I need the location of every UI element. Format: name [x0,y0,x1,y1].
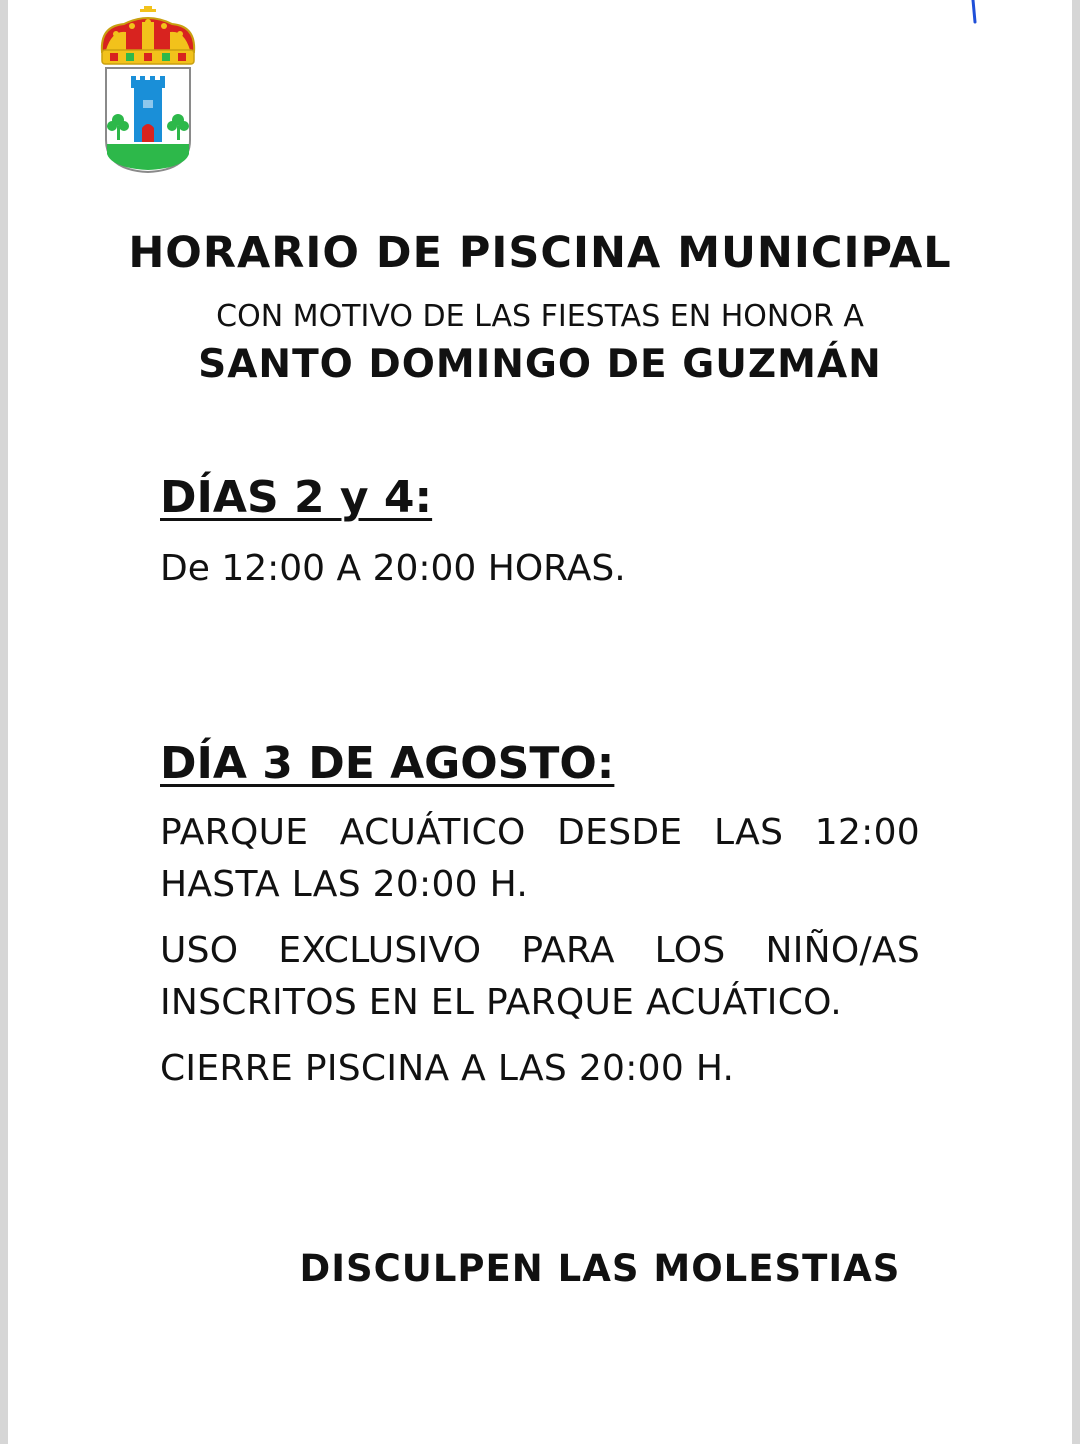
notice-title: HORARIO DE PISCINA MUNICIPAL [128,228,952,278]
coat-of-arms-icon [96,4,200,176]
section-days-2-4 [160,472,920,595]
section-day-3 [160,738,920,1095]
paragraph-water-park: PARQUE ACUÁTICO DESDE LAS 12:00 HASTA LAS 20:00 H. [160,812,920,905]
document-page [8,0,1072,1444]
pen-mark-icon [968,0,978,24]
schedule-text: De 12:00 A 20:00 HORAS. [160,548,626,589]
saint-name: SANTO DOMINGO DE GUZMÁN [198,342,882,387]
paragraph-exclusive-use: USO EXCLUSIVO PARA LOS NIÑO/AS INSCRITOS EN EL PARQUE ACUÁTICO. [160,930,920,1023]
notice-subtitle: CON MOTIVO DE LAS FIESTAS EN HONOR A [216,299,864,334]
notice-footer: DISCULPEN LAS MOLESTIAS [299,1247,901,1290]
section-heading: DÍA 3 DE AGOSTO: [160,738,615,789]
section-heading: DÍAS 2 y 4: [160,472,433,523]
paragraph-closing: CIERRE PISCINA A LAS 20:00 H. [160,1048,735,1089]
